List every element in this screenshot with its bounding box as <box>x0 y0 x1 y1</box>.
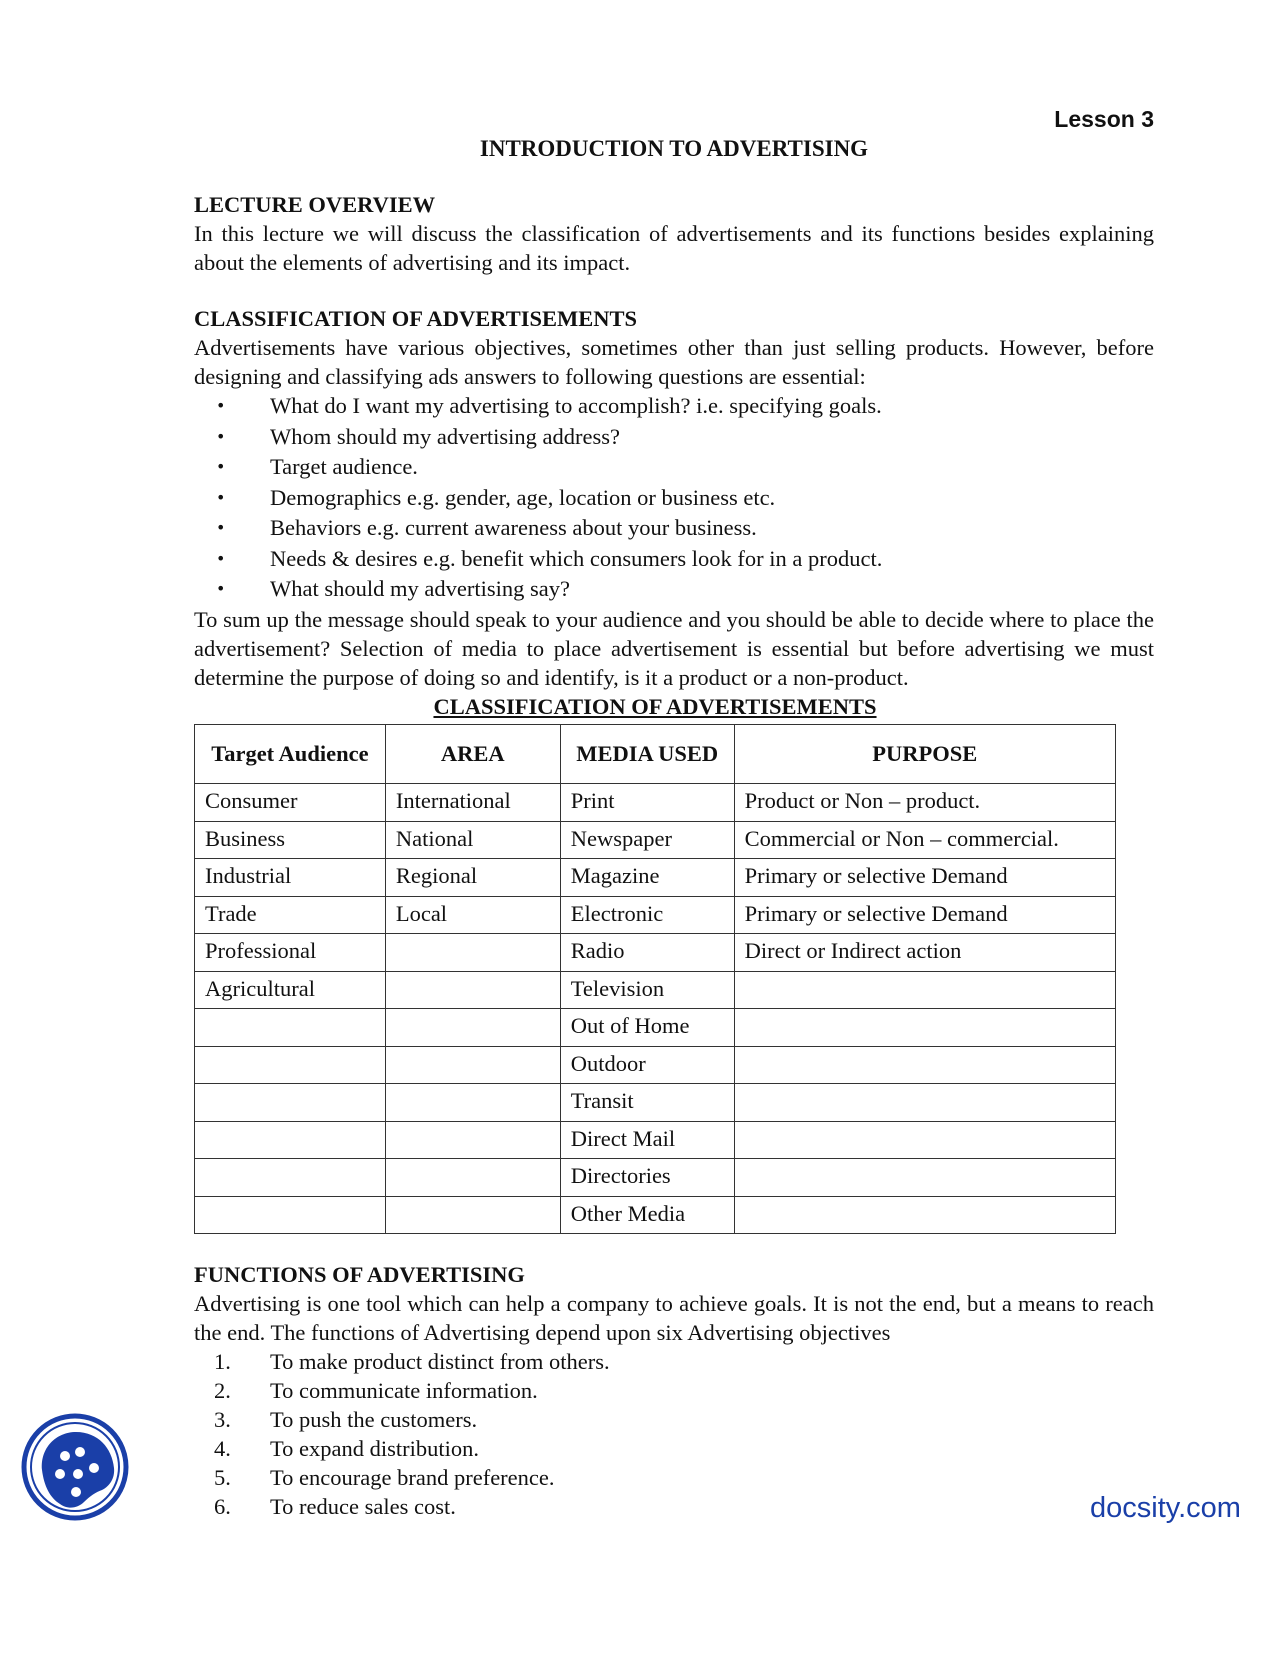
table-cell: Newspaper <box>560 821 734 859</box>
classification-table <box>194 724 1116 1235</box>
column-header-target-audience: Target Audience <box>195 724 386 783</box>
table-cell <box>385 1009 560 1047</box>
table-row <box>195 783 1116 821</box>
table-cell <box>734 1046 1115 1084</box>
table-cell <box>385 934 560 972</box>
table-cell <box>385 1084 560 1122</box>
table-cell: Commercial or Non – commercial. <box>734 821 1115 859</box>
docsity-watermark: docsity.com <box>1090 1492 1241 1524</box>
list-item: 6. To reduce sales cost. <box>214 1494 456 1519</box>
column-header-media-used: MEDIA USED <box>560 724 734 783</box>
table-cell <box>734 1121 1115 1159</box>
table-cell: Agricultural <box>195 971 386 1009</box>
functions-heading: FUNCTIONS OF ADVERTISING <box>194 1262 525 1287</box>
table-cell: Direct or Indirect action <box>734 934 1115 972</box>
table-cell: Professional <box>195 934 386 972</box>
table-cell: Magazine <box>560 859 734 897</box>
table-cell: Transit <box>560 1084 734 1122</box>
list-item: • What do I want my advertising to accomplish? i.e. specifying goals. <box>194 391 1154 422</box>
table-cell <box>734 1159 1115 1197</box>
questions-list <box>194 391 1154 605</box>
table-cell <box>195 1159 386 1197</box>
table-cell: Out of Home <box>560 1009 734 1047</box>
table-cell: Primary or selective Demand <box>734 896 1115 934</box>
table-row <box>195 896 1116 934</box>
table-cell: Television <box>560 971 734 1009</box>
table-row <box>195 934 1116 972</box>
table-cell: National <box>385 821 560 859</box>
classification-heading: CLASSIFICATION OF ADVERTISEMENTS <box>194 306 638 331</box>
bullet-icon: • <box>216 548 226 568</box>
table-cell: Print <box>560 783 734 821</box>
table-header-row <box>195 724 1116 783</box>
table-cell: Industrial <box>195 859 386 897</box>
list-item: • What should my advertising say? <box>194 574 1154 605</box>
bullet-icon: • <box>216 426 226 446</box>
table-cell: Product or Non – product. <box>734 783 1115 821</box>
table-cell <box>195 1196 386 1234</box>
table-cell: Directories <box>560 1159 734 1197</box>
objectives-list <box>194 1347 1154 1521</box>
table-cell: Radio <box>560 934 734 972</box>
table-row <box>195 971 1116 1009</box>
table-cell <box>734 971 1115 1009</box>
table-cell <box>385 1196 560 1234</box>
bullet-icon: • <box>216 487 226 507</box>
table-cell <box>385 971 560 1009</box>
list-item: • Target audience. <box>194 452 1154 483</box>
table-cell: Local <box>385 896 560 934</box>
classification-intro: Advertisements have various objectives, sometimes other than just selling products. However, before designing and classifying ads answers to following questions are essential: <box>194 335 1154 389</box>
list-item: • Behaviors e.g. current awareness about your business. <box>194 513 1154 544</box>
list-item: 1. To make product distinct from others. <box>214 1349 610 1374</box>
table-row <box>195 1009 1116 1047</box>
table-cell: Direct Mail <box>560 1121 734 1159</box>
bullet-icon: • <box>216 396 226 415</box>
bullet-icon: • <box>216 579 226 598</box>
table-cell <box>195 1121 386 1159</box>
table-cell <box>195 1009 386 1047</box>
overview-heading: LECTURE OVERVIEW <box>194 192 436 217</box>
list-item: 2. To communicate information. <box>214 1378 538 1403</box>
table-cell: Primary or selective Demand <box>734 859 1115 897</box>
table-row <box>195 1159 1116 1197</box>
table-cell <box>734 1084 1115 1122</box>
table-cell: Business <box>195 821 386 859</box>
table-title: CLASSIFICATION OF ADVERTISEMENTS <box>433 693 877 719</box>
table-row <box>195 1121 1116 1159</box>
table-row <box>195 859 1116 897</box>
table-cell <box>195 1084 386 1122</box>
table-row <box>195 821 1116 859</box>
list-item: 5. To encourage brand preference. <box>214 1465 555 1490</box>
list-item: • Demographics e.g. gender, age, location or business etc. <box>194 483 1154 514</box>
list-item: • Needs & desires e.g. benefit which consumers look for in a product. <box>194 544 1154 575</box>
table-cell: Outdoor <box>560 1046 734 1084</box>
list-item: 3. To push the customers. <box>214 1407 478 1432</box>
bullet-icon: • <box>216 457 226 476</box>
classification-summary: To sum up the message should speak to your audience and you should be able to decide where to place the advertisement? Selection of media to place advertisement is essential but before advertising we must determine the purpose of doing so and identify, is it a product or a non-product. <box>194 606 1154 690</box>
table-row <box>195 1196 1116 1234</box>
table-cell <box>195 1046 386 1084</box>
table-cell <box>385 1121 560 1159</box>
table-cell <box>734 1196 1115 1234</box>
lesson-number: Lesson 3 <box>1054 106 1154 132</box>
table-cell <box>734 1009 1115 1047</box>
document-body <box>194 190 1154 1521</box>
table-row <box>195 1046 1116 1084</box>
table-cell: Consumer <box>195 783 386 821</box>
bullet-icon: • <box>216 518 226 537</box>
overview-text: In this lecture we will discuss the classification of advertisements and its functions besides explaining about the elements of advertising and its impact. <box>194 221 1154 275</box>
list-item: • Whom should my advertising address? <box>194 422 1154 453</box>
table-cell <box>385 1159 560 1197</box>
docsity-logo-icon <box>20 1412 130 1522</box>
table-cell: Other Media <box>560 1196 734 1234</box>
table-cell: Electronic <box>560 896 734 934</box>
column-header-purpose: PURPOSE <box>734 724 1115 783</box>
list-item: 4. To expand distribution. <box>214 1436 480 1461</box>
table-row <box>195 1084 1116 1122</box>
table-cell: International <box>385 783 560 821</box>
column-header-area: AREA <box>385 724 560 783</box>
functions-intro: Advertising is one tool which can help a company to achieve goals. It is not the end, but a means to reach the end. The functions of Advertising depend upon six Advertising objectives <box>194 1291 1154 1345</box>
table-cell: Trade <box>195 896 386 934</box>
document-title: INTRODUCTION TO ADVERTISING <box>479 136 869 161</box>
table-cell: Regional <box>385 859 560 897</box>
table-cell <box>385 1046 560 1084</box>
